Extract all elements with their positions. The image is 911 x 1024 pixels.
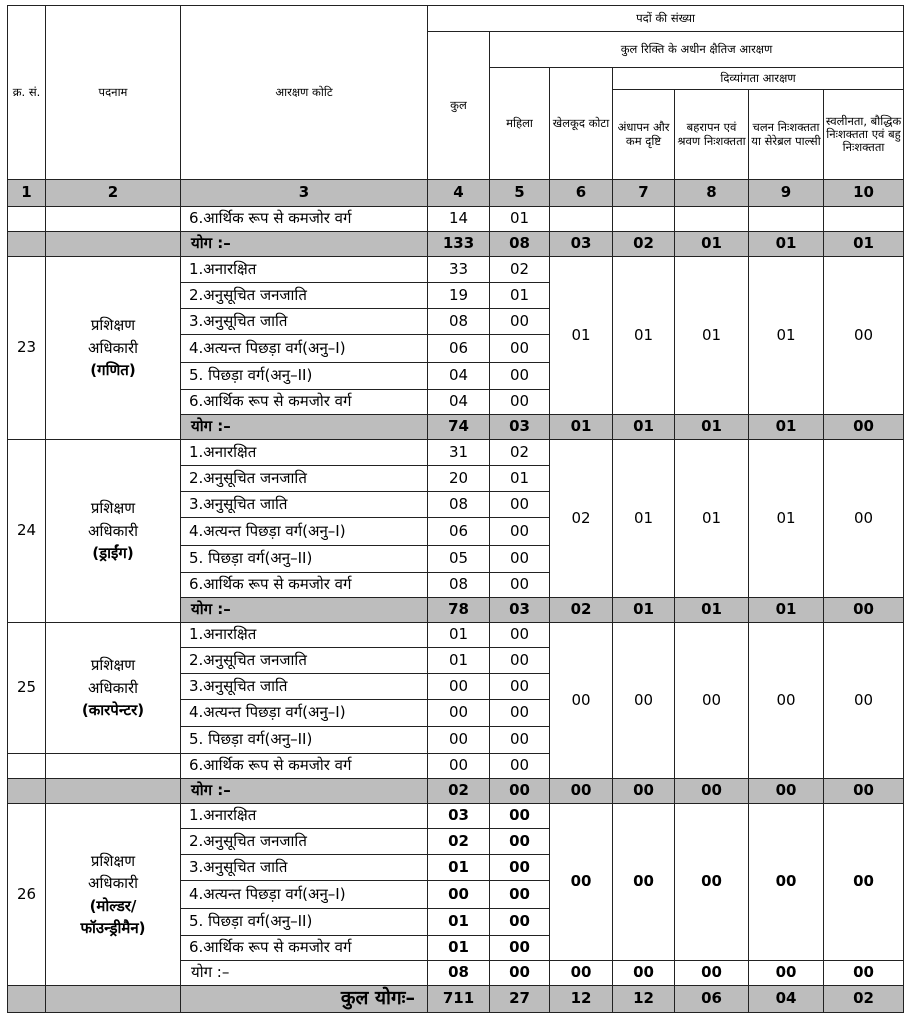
blind-cell: 01: [613, 440, 675, 598]
women-cell: 01: [490, 466, 550, 492]
total-cell: 00: [428, 754, 490, 779]
autism-cell: 00: [824, 623, 904, 779]
women-cell: 00: [490, 546, 550, 573]
blind-cell: 00: [613, 804, 675, 961]
deaf-cell: 01: [675, 257, 749, 415]
col-num: 8: [675, 180, 749, 207]
total-cell: 14: [428, 207, 490, 232]
locomotor-cell: 01: [749, 257, 824, 415]
serial-number: 26: [8, 804, 46, 986]
subtotal-cell: 00: [613, 961, 675, 986]
locomotor-header: चलन निःशक्तता या सेरेब्रल पाल्सी: [749, 90, 824, 180]
total-cell: 06: [428, 518, 490, 546]
horizontal-reservation-header: कुल रिक्ति के अधीन क्षैतिज आरक्षण: [490, 32, 904, 68]
women-cell: 00: [490, 674, 550, 700]
serial-number: 25: [8, 623, 46, 754]
women-cell: 00: [490, 909, 550, 936]
women-cell: 00: [490, 700, 550, 727]
women-cell: 00: [490, 573, 550, 598]
subtotal-cell: 08: [490, 232, 550, 257]
women-cell: 01: [490, 207, 550, 232]
total-cell: 01: [428, 909, 490, 936]
women-cell: 00: [490, 829, 550, 855]
col-num: 7: [613, 180, 675, 207]
subtotal-cell: 01: [675, 232, 749, 257]
deaf-header: बहरापन एवं श्रवण निःशक्तता: [675, 90, 749, 180]
post-name: प्रशिक्षण अधिकारी (ड्राईंग): [46, 440, 181, 623]
total-cell: 01: [428, 936, 490, 961]
post-name: प्रशिक्षण अधिकारी (कारपेन्टर): [46, 623, 181, 754]
total-cell: 00: [428, 727, 490, 754]
category-label: 3.अनुसूचित जाति: [181, 855, 428, 881]
total-header: कुल: [428, 32, 490, 180]
sn-header: क्र. सं.: [8, 6, 46, 180]
col-num: 6: [550, 180, 613, 207]
women-cell: 00: [490, 855, 550, 881]
total-cell: 00: [428, 700, 490, 727]
total-cell: 01: [428, 855, 490, 881]
subtotal-label: योग :–: [181, 232, 428, 257]
subtotal-cell: 01: [675, 415, 749, 440]
deaf-cell: 01: [675, 440, 749, 598]
subtotal-row: [8, 779, 904, 804]
category-label: 2.अनुसूचित जनजाति: [181, 829, 428, 855]
grand-total-cell: 04: [749, 986, 824, 1013]
subtotal-label: योग :–: [181, 415, 428, 440]
women-header: महिला: [490, 68, 550, 180]
subtotal-row: [8, 232, 904, 257]
women-cell: 00: [490, 363, 550, 390]
col-num: 3: [181, 180, 428, 207]
blind-cell: 01: [613, 257, 675, 415]
total-cell: 04: [428, 363, 490, 390]
women-cell: 00: [490, 936, 550, 961]
subtotal-cell: 01: [749, 598, 824, 623]
sports-cell: 00: [550, 804, 613, 961]
sports-header: खेलकूद कोटा: [550, 68, 613, 180]
women-cell: 01: [490, 283, 550, 309]
subtotal-cell: 00: [824, 415, 904, 440]
post-name-header: पदनाम: [46, 6, 181, 180]
women-cell: 00: [490, 727, 550, 754]
category-label: 5. पिछड़ा वर्ग(अनु–II): [181, 546, 428, 573]
category-label: 3.अनुसूचित जाति: [181, 674, 428, 700]
category-label: 1.अनारक्षित: [181, 440, 428, 466]
subtotal-cell: 00: [613, 779, 675, 804]
subtotal-label: योग :–: [181, 961, 428, 986]
subtotal-cell: 03: [550, 232, 613, 257]
subtotal-cell: 02: [428, 779, 490, 804]
subtotal-cell: 02: [550, 598, 613, 623]
women-cell: 00: [490, 881, 550, 909]
total-cell: 00: [428, 881, 490, 909]
subtotal-cell: 00: [490, 961, 550, 986]
subtotal-cell: 00: [749, 961, 824, 986]
grand-total-cell: 12: [550, 986, 613, 1013]
autism-header: स्वलीनता, बौद्धिक निःशक्तता एवं बहु निःशक्तता: [824, 90, 904, 180]
posts-count-header: पदों की संख्या: [428, 6, 904, 32]
total-cell: 03: [428, 804, 490, 829]
grand-total-label: कुल योगः–: [181, 986, 428, 1013]
sports-cell: 00: [550, 623, 613, 779]
women-cell: 02: [490, 257, 550, 283]
deaf-cell: 00: [675, 804, 749, 961]
subtotal-cell: 133: [428, 232, 490, 257]
subtotal-cell: 78: [428, 598, 490, 623]
subtotal-cell: 00: [824, 961, 904, 986]
women-cell: 00: [490, 390, 550, 415]
category-label: 1.अनारक्षित: [181, 257, 428, 283]
subtotal-label: योग :–: [181, 598, 428, 623]
category-label: 6.आर्थिक रूप से कमजोर वर्ग: [181, 390, 428, 415]
category-label: 1.अनारक्षित: [181, 804, 428, 829]
grand-total-cell: 27: [490, 986, 550, 1013]
col-num: 4: [428, 180, 490, 207]
table-row: [8, 804, 904, 829]
col-num: 2: [46, 180, 181, 207]
table-row: [8, 440, 904, 466]
total-cell: 19: [428, 283, 490, 309]
women-cell: 00: [490, 804, 550, 829]
total-cell: 05: [428, 546, 490, 573]
post-name: प्रशिक्षण अधिकारी (मोल्डर/ फॉउन्ड्रीमैन): [46, 804, 181, 986]
subtotal-cell: 00: [490, 779, 550, 804]
total-cell: 33: [428, 257, 490, 283]
col-num: 1: [8, 180, 46, 207]
category-header: आरक्षण कोटि: [181, 6, 428, 180]
women-cell: 00: [490, 754, 550, 779]
subtotal-cell: 00: [675, 779, 749, 804]
total-cell: 08: [428, 309, 490, 335]
subtotal-cell: 03: [490, 415, 550, 440]
grand-total-cell: 711: [428, 986, 490, 1013]
total-cell: 02: [428, 829, 490, 855]
reservation-table: [7, 5, 904, 1013]
table-row: [8, 623, 904, 648]
total-cell: 01: [428, 648, 490, 674]
subtotal-cell: 00: [550, 779, 613, 804]
locomotor-cell: 00: [749, 623, 824, 779]
table-row: [8, 207, 904, 232]
women-cell: 02: [490, 440, 550, 466]
category-label: 2.अनुसूचित जनजाति: [181, 648, 428, 674]
column-number-row: [8, 180, 904, 207]
category-label: 5. पिछड़ा वर्ग(अनु–II): [181, 727, 428, 754]
total-cell: 31: [428, 440, 490, 466]
autism-cell: 00: [824, 804, 904, 961]
category-label: 6.आर्थिक रूप से कमजोर वर्ग: [181, 754, 428, 779]
locomotor-cell: 00: [749, 804, 824, 961]
women-cell: 00: [490, 623, 550, 648]
autism-cell: 00: [824, 257, 904, 415]
category-label: 4.अत्यन्त पिछड़ा वर्ग(अनु–I): [181, 881, 428, 909]
category-label: 3.अनुसूचित जाति: [181, 492, 428, 518]
category-label: 4.अत्यन्त पिछड़ा वर्ग(अनु–I): [181, 518, 428, 546]
sports-cell: 01: [550, 257, 613, 415]
subtotal-cell: 00: [824, 598, 904, 623]
subtotal-cell: 08: [428, 961, 490, 986]
col-num: 9: [749, 180, 824, 207]
post-name: प्रशिक्षण अधिकारी (गणित): [46, 257, 181, 440]
disability-header: दिव्यांगता आरक्षण: [613, 68, 904, 90]
col-num: 10: [824, 180, 904, 207]
total-cell: 06: [428, 335, 490, 363]
total-cell: 08: [428, 492, 490, 518]
grand-total-row: [8, 986, 904, 1013]
total-cell: 08: [428, 573, 490, 598]
total-cell: 00: [428, 674, 490, 700]
subtotal-cell: 01: [550, 415, 613, 440]
category-label: 5. पिछड़ा वर्ग(अनु–II): [181, 363, 428, 390]
subtotal-cell: 00: [550, 961, 613, 986]
grand-total-cell: 06: [675, 986, 749, 1013]
subtotal-cell: 02: [613, 232, 675, 257]
total-cell: 04: [428, 390, 490, 415]
category-label: 6.आर्थिक रूप से कमजोर वर्ग: [181, 936, 428, 961]
subtotal-cell: 00: [749, 779, 824, 804]
category-label: 6.आर्थिक रूप से कमजोर वर्ग: [181, 207, 428, 232]
blind-header: अंधापन और कम दृष्टि: [613, 90, 675, 180]
grand-total-cell: 12: [613, 986, 675, 1013]
subtotal-cell: 01: [613, 598, 675, 623]
category-label: 1.अनारक्षित: [181, 623, 428, 648]
subtotal-label: योग :–: [181, 779, 428, 804]
subtotal-cell: 03: [490, 598, 550, 623]
sports-cell: 02: [550, 440, 613, 598]
subtotal-cell: 01: [749, 415, 824, 440]
category-label: 4.अत्यन्त पिछड़ा वर्ग(अनु–I): [181, 335, 428, 363]
category-label: 2.अनुसूचित जनजाति: [181, 283, 428, 309]
category-label: 4.अत्यन्त पिछड़ा वर्ग(अनु–I): [181, 700, 428, 727]
subtotal-cell: 01: [613, 415, 675, 440]
category-label: 5. पिछड़ा वर्ग(अनु–II): [181, 909, 428, 936]
total-cell: 20: [428, 466, 490, 492]
subtotal-cell: 00: [675, 961, 749, 986]
women-cell: 00: [490, 492, 550, 518]
women-cell: 00: [490, 648, 550, 674]
women-cell: 00: [490, 518, 550, 546]
grand-total-cell: 02: [824, 986, 904, 1013]
women-cell: 00: [490, 309, 550, 335]
deaf-cell: 00: [675, 623, 749, 779]
total-cell: 01: [428, 623, 490, 648]
blind-cell: 00: [613, 623, 675, 779]
subtotal-cell: 01: [824, 232, 904, 257]
col-num: 5: [490, 180, 550, 207]
subtotal-cell: 01: [749, 232, 824, 257]
subtotal-cell: 00: [824, 779, 904, 804]
subtotal-cell: 74: [428, 415, 490, 440]
serial-number: 24: [8, 440, 46, 623]
locomotor-cell: 01: [749, 440, 824, 598]
autism-cell: 00: [824, 440, 904, 598]
category-label: 2.अनुसूचित जनजाति: [181, 466, 428, 492]
serial-number: 23: [8, 257, 46, 440]
women-cell: 00: [490, 335, 550, 363]
subtotal-cell: 01: [675, 598, 749, 623]
category-label: 3.अनुसूचित जाति: [181, 309, 428, 335]
category-label: 6.आर्थिक रूप से कमजोर वर्ग: [181, 573, 428, 598]
table-row: [8, 257, 904, 283]
